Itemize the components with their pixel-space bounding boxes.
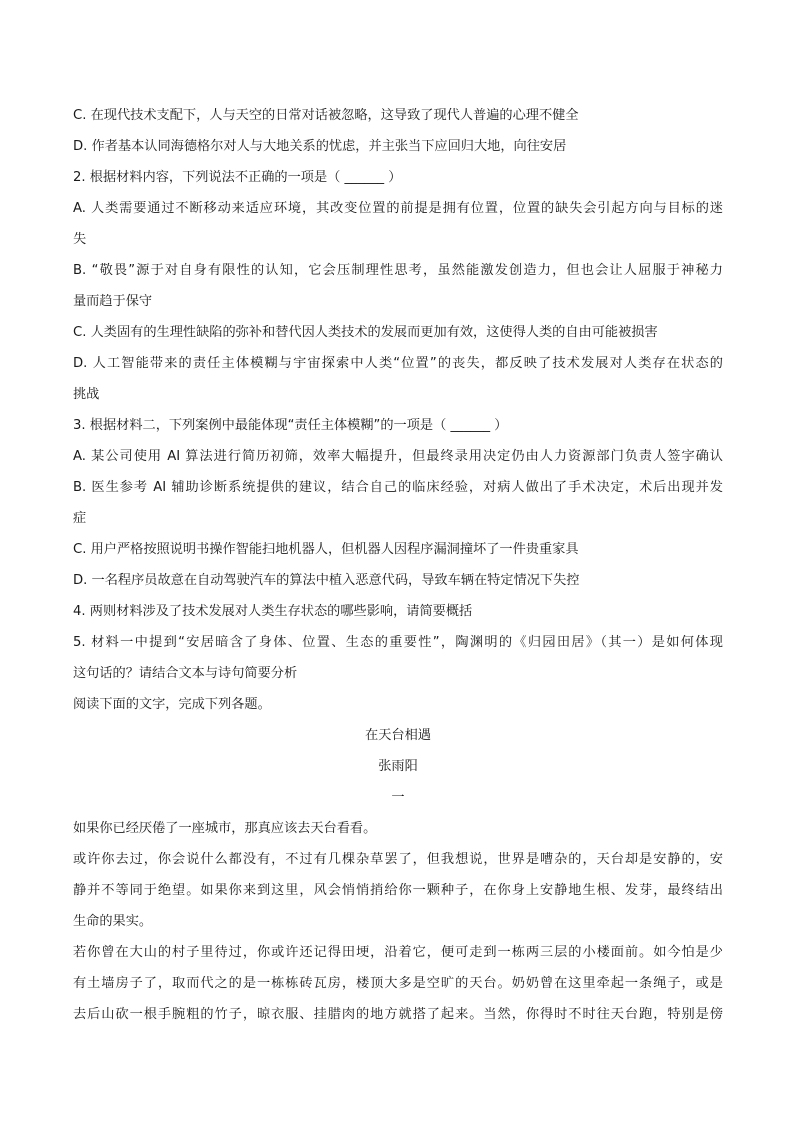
text-line: 量而趋于保守 — [73, 294, 153, 309]
text-line: 或许你去过，你会说什么都没有，不过有几棵杂草罢了，但我想说，世界是嘈杂的，天台却是安静的，安 — [73, 852, 723, 867]
text-line: 4. 两则材料涉及了技术发展对人类生存状态的哪些影响，请简要概括 — [73, 604, 473, 619]
text-line: 张雨阳 — [378, 759, 418, 774]
text-line: 5. 材料一中提到“安居暗含了身体、位置、生态的重要性”，陶渊明的《归园田居》（其一）是如何体现 — [73, 635, 723, 650]
text-line: 挑战 — [73, 387, 100, 402]
text-line: 若你曾在大山的村子里待过，你或许还记得田埂，沿着它，便可走到一栋两三层的小楼面前。如今怕是少 — [73, 945, 723, 960]
text-body — [73, 100, 723, 1030]
text-line: B. 医生参考 AI 辅助诊断系统提供的建议，结合自己的临床经验，对病人做出了手术决定，术后出现并发 — [73, 480, 723, 495]
text-line: 3. 根据材料二，下列案例中最能体现“责任主体模糊”的一项是（ ______ ） — [73, 418, 508, 433]
text-line: 失 — [73, 232, 87, 247]
text-line: C. 在现代技术支配下，人与天空的日常对话被忽略，这导致了现代人普遍的心理不健全 — [73, 108, 579, 123]
text-line: D. 人工智能带来的责任主体模糊与宇宙探索中人类“位置”的丧失，都反映了技术发展对人类存在状态的 — [73, 356, 723, 371]
text-line: 去后山砍一根手腕粗的竹子，晾衣服、挂腊肉的地方就搭了起来。当然，你得时不时往天台跑，特别是傍 — [73, 1007, 723, 1022]
text-line: 如果你已经厌倦了一座城市，那真应该去天台看看。 — [73, 821, 377, 836]
text-line: 2. 根据材料内容，下列说法不正确的一项是（ ______ ） — [73, 170, 402, 185]
text-line: 生命的果实。 — [73, 914, 153, 929]
text-line: 症 — [73, 511, 87, 526]
text-line: D. 一名程序员故意在自动驾驶汽车的算法中植入恶意代码，导致车辆在特定情况下失控 — [73, 573, 580, 588]
text-line: 一 — [391, 790, 405, 805]
text-line: D. 作者基本认同海德格尔对人与大地关系的忧虑，并主张当下应回归大地，向往安居 — [73, 139, 567, 154]
text-line: C. 人类固有的生理性缺陷的弥补和替代因人类技术的发展而更加有效，这使得人类的自由可能被损害 — [73, 325, 658, 340]
text-line: 这句话的？请结合文本与诗句简要分析 — [73, 666, 298, 681]
text-line: A. 某公司使用 AI 算法进行简历初筛，效率大幅提升，但最终录用决定仍由人力资源部门负责人签字确认 — [73, 449, 723, 464]
text-line: 在天台相遇 — [365, 728, 431, 743]
text-line: 静并不等同于绝望。如果你来到这里，风会悄悄捎给你一颗种子，在你身上安静地生根、发芽，最终结出 — [73, 883, 723, 898]
text-line: C. 用户严格按照说明书操作智能扫地机器人，但机器人因程序漏洞撞坏了一件贵重家具 — [73, 542, 579, 557]
text-line: A. 人类需要通过不断移动来适应环境，其改变位置的前提是拥有位置，位置的缺失会引起方向与目标的迷 — [73, 201, 723, 216]
text-line: B. “敬畏”源于对自身有限性的认知，它会压制理性思考，虽然能激发创造力，但也会让人屈服于神秘力 — [73, 263, 723, 278]
document-page — [73, 100, 723, 1030]
text-line: 阅读下面的文字，完成下列各题。 — [73, 697, 271, 712]
text-line: 有土墙房子了，取而代之的是一栋栋砖瓦房，楼顶大多是空旷的天台。奶奶曾在这里牵起一条绳子，或是 — [73, 976, 723, 991]
